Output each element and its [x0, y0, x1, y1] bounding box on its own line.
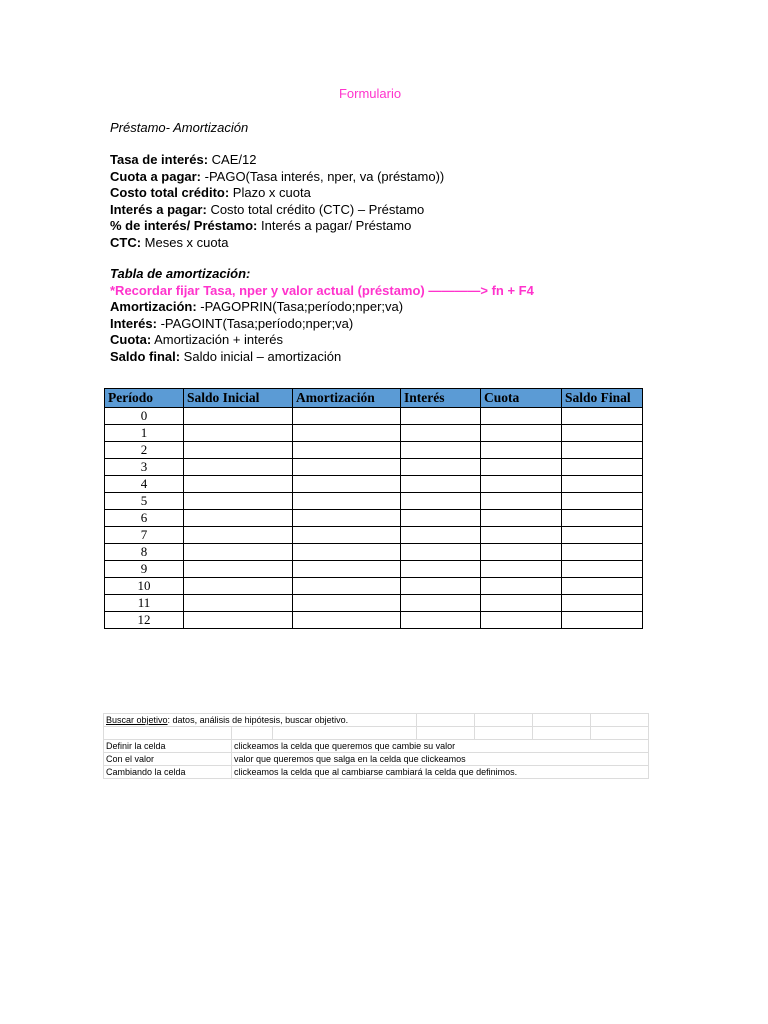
empty-cell[interactable] [401, 561, 481, 578]
sheet-cell [273, 727, 417, 740]
sheet-value-cell: clickeamos la celda que al cambiarse cambiará la celda que definimos. [232, 766, 649, 779]
empty-cell[interactable] [184, 442, 293, 459]
empty-cell[interactable] [562, 527, 643, 544]
period-cell: 0 [105, 408, 184, 425]
buscar-objetivo-cell [104, 714, 417, 727]
empty-cell[interactable] [293, 476, 401, 493]
table-row [105, 459, 643, 476]
empty-cell[interactable] [401, 612, 481, 629]
empty-cell[interactable] [481, 476, 562, 493]
sheet-row [104, 766, 649, 779]
sheet-cell [417, 714, 475, 727]
sheet-cell [417, 727, 475, 740]
formula-label: Cuota: [110, 332, 152, 347]
table-row [105, 527, 643, 544]
amortization-heading: Tabla de amortización: [110, 266, 251, 281]
formula-value: -PAGOPRIN(Tasa;período;nper;va) [196, 299, 404, 314]
formula-label: CTC: [110, 234, 142, 250]
formula-costo-total [110, 185, 444, 202]
header-saldo-final: Saldo Final [562, 389, 643, 408]
table-row [105, 425, 643, 442]
period-cell: 3 [105, 459, 184, 476]
empty-cell[interactable] [401, 510, 481, 527]
formula-list [110, 152, 444, 251]
empty-cell[interactable] [184, 527, 293, 544]
sheet-cell [591, 714, 649, 727]
empty-cell[interactable] [481, 510, 562, 527]
sheet-cell [591, 727, 649, 740]
period-cell: 2 [105, 442, 184, 459]
period-cell: 7 [105, 527, 184, 544]
empty-cell[interactable] [401, 442, 481, 459]
period-cell: 10 [105, 578, 184, 595]
empty-cell[interactable] [481, 595, 562, 612]
page-title: Formulario [338, 86, 402, 101]
sheet-row [104, 753, 649, 766]
empty-cell[interactable] [562, 510, 643, 527]
empty-cell[interactable] [293, 595, 401, 612]
header-interes: Interés [401, 389, 481, 408]
period-cell: 1 [105, 425, 184, 442]
empty-cell[interactable] [293, 493, 401, 510]
empty-cell[interactable] [293, 578, 401, 595]
sheet-label-cell: Cambiando la celda [104, 766, 232, 779]
empty-cell[interactable] [184, 425, 293, 442]
empty-cell[interactable] [401, 544, 481, 561]
formula-value: -PAGOINT(Tasa;período;nper;va) [156, 315, 354, 331]
formula-tasa [110, 152, 444, 169]
empty-cell[interactable] [401, 425, 481, 442]
empty-cell[interactable] [562, 442, 643, 459]
empty-cell[interactable] [481, 612, 562, 629]
formula-value: -PAGO(Tasa interés, nper, va (préstamo)) [201, 168, 445, 184]
empty-cell[interactable] [293, 510, 401, 527]
formula-value: Amortización + interés [151, 332, 284, 347]
empty-cell[interactable] [481, 544, 562, 561]
formula-label: Costo total crédito: [110, 185, 230, 200]
sheet-cell [533, 727, 591, 740]
amortization-notes [110, 266, 534, 365]
empty-cell[interactable] [481, 527, 562, 544]
empty-cell[interactable] [401, 595, 481, 612]
formula-saldo-final [110, 349, 534, 366]
empty-cell[interactable] [184, 408, 293, 425]
formula-cuota [110, 169, 444, 186]
table-row [105, 595, 643, 612]
empty-cell[interactable] [562, 476, 643, 493]
buscar-objetivo-text: : datos, análisis de hipótesis, buscar objetivo. [167, 715, 349, 725]
formula-label: Tasa de interés: [110, 152, 209, 167]
table-row [105, 578, 643, 595]
period-cell: 5 [105, 493, 184, 510]
empty-cell[interactable] [184, 561, 293, 578]
sheet-cell [232, 727, 273, 740]
empty-cell[interactable] [293, 425, 401, 442]
sheet-cell [104, 727, 232, 740]
empty-cell[interactable] [401, 476, 481, 493]
formula-ctc [110, 235, 444, 252]
empty-cell[interactable] [184, 476, 293, 493]
empty-cell[interactable] [562, 493, 643, 510]
header-periodo: Período [105, 389, 184, 408]
table-row [105, 612, 643, 629]
empty-cell[interactable] [481, 408, 562, 425]
formula-interes-pagar [110, 202, 444, 219]
formula-value: CAE/12 [208, 152, 257, 167]
empty-cell[interactable] [401, 527, 481, 544]
table-row [105, 544, 643, 561]
sheet-row [104, 740, 649, 753]
table-row [105, 442, 643, 459]
period-cell: 8 [105, 544, 184, 561]
table-row [105, 510, 643, 527]
empty-cell[interactable] [481, 425, 562, 442]
empty-cell[interactable] [184, 544, 293, 561]
period-cell: 6 [105, 510, 184, 527]
formula-label: Interés: [110, 315, 157, 331]
formula-porcentaje [110, 218, 444, 235]
sheet-cell [475, 727, 533, 740]
empty-cell[interactable] [562, 612, 643, 629]
empty-cell[interactable] [562, 595, 643, 612]
table-row [105, 408, 643, 425]
table-row [105, 493, 643, 510]
formula-label: Cuota a pagar: [110, 168, 202, 184]
empty-cell[interactable] [293, 561, 401, 578]
table-row [105, 561, 643, 578]
sheet-value-cell: clickeamos la celda que queremos que cambie su valor [232, 740, 649, 753]
formula-value: Interés a pagar/ Préstamo [257, 218, 412, 233]
empty-cell[interactable] [293, 527, 401, 544]
formula-value: Plazo x cuota [229, 185, 311, 200]
empty-cell[interactable] [184, 459, 293, 476]
empty-cell[interactable] [562, 578, 643, 595]
buscar-objetivo-label: Buscar objetivo [106, 715, 168, 725]
amortization-table [104, 388, 643, 629]
period-cell: 4 [105, 476, 184, 493]
empty-cell[interactable] [293, 408, 401, 425]
empty-cell[interactable] [184, 578, 293, 595]
formula-label: % de interés/ Préstamo: [110, 218, 258, 233]
empty-cell[interactable] [401, 493, 481, 510]
table-header-row [105, 389, 643, 408]
empty-cell[interactable] [562, 561, 643, 578]
empty-cell[interactable] [184, 493, 293, 510]
header-amortizacion: Amortización [293, 389, 401, 408]
empty-cell[interactable] [562, 425, 643, 442]
empty-cell[interactable] [184, 612, 293, 629]
formula-value: Meses x cuota [141, 234, 229, 250]
period-cell: 11 [105, 595, 184, 612]
reminder-note: *Recordar fijar Tasa, nper y valor actual (préstamo) ————> fn + F4 [110, 282, 534, 298]
formula-label: Amortización: [110, 299, 197, 314]
empty-cell[interactable] [481, 493, 562, 510]
empty-cell[interactable] [293, 612, 401, 629]
empty-cell[interactable] [401, 408, 481, 425]
empty-cell[interactable] [562, 459, 643, 476]
sheet-cell [533, 714, 591, 727]
formula-cuota-sum [110, 332, 534, 349]
empty-cell[interactable] [481, 442, 562, 459]
sheet-value-cell: valor que queremos que salga en la celda que clickeamos [232, 753, 649, 766]
empty-cell[interactable] [401, 459, 481, 476]
sheet-label-cell: Con el valor [104, 753, 232, 766]
empty-cell[interactable] [293, 544, 401, 561]
empty-cell[interactable] [562, 408, 643, 425]
formula-value: Costo total crédito (CTC) – Préstamo [206, 201, 425, 217]
buscar-objetivo-sheet [103, 713, 649, 779]
sheet-row [104, 727, 649, 740]
formula-amortizacion [110, 299, 534, 316]
sheet-cell [475, 714, 533, 727]
period-cell: 9 [105, 561, 184, 578]
period-cell: 12 [105, 612, 184, 629]
empty-cell[interactable] [293, 459, 401, 476]
empty-cell[interactable] [481, 561, 562, 578]
section-subtitle: Préstamo- Amortización [110, 120, 249, 135]
formula-value: Saldo inicial – amortización [180, 348, 342, 364]
header-saldo-inicial: Saldo Inicial [184, 389, 293, 408]
formula-label: Interés a pagar: [110, 201, 207, 217]
table-row [105, 476, 643, 493]
formula-interes [110, 316, 534, 333]
empty-cell[interactable] [562, 544, 643, 561]
sheet-label-cell: Definir la celda [104, 740, 232, 753]
sheet-row [104, 714, 649, 727]
empty-cell[interactable] [481, 459, 562, 476]
empty-cell[interactable] [184, 510, 293, 527]
empty-cell[interactable] [481, 578, 562, 595]
formula-label: Saldo final: [110, 348, 181, 364]
header-cuota: Cuota [481, 389, 562, 408]
empty-cell[interactable] [293, 442, 401, 459]
empty-cell[interactable] [184, 595, 293, 612]
empty-cell[interactable] [401, 578, 481, 595]
